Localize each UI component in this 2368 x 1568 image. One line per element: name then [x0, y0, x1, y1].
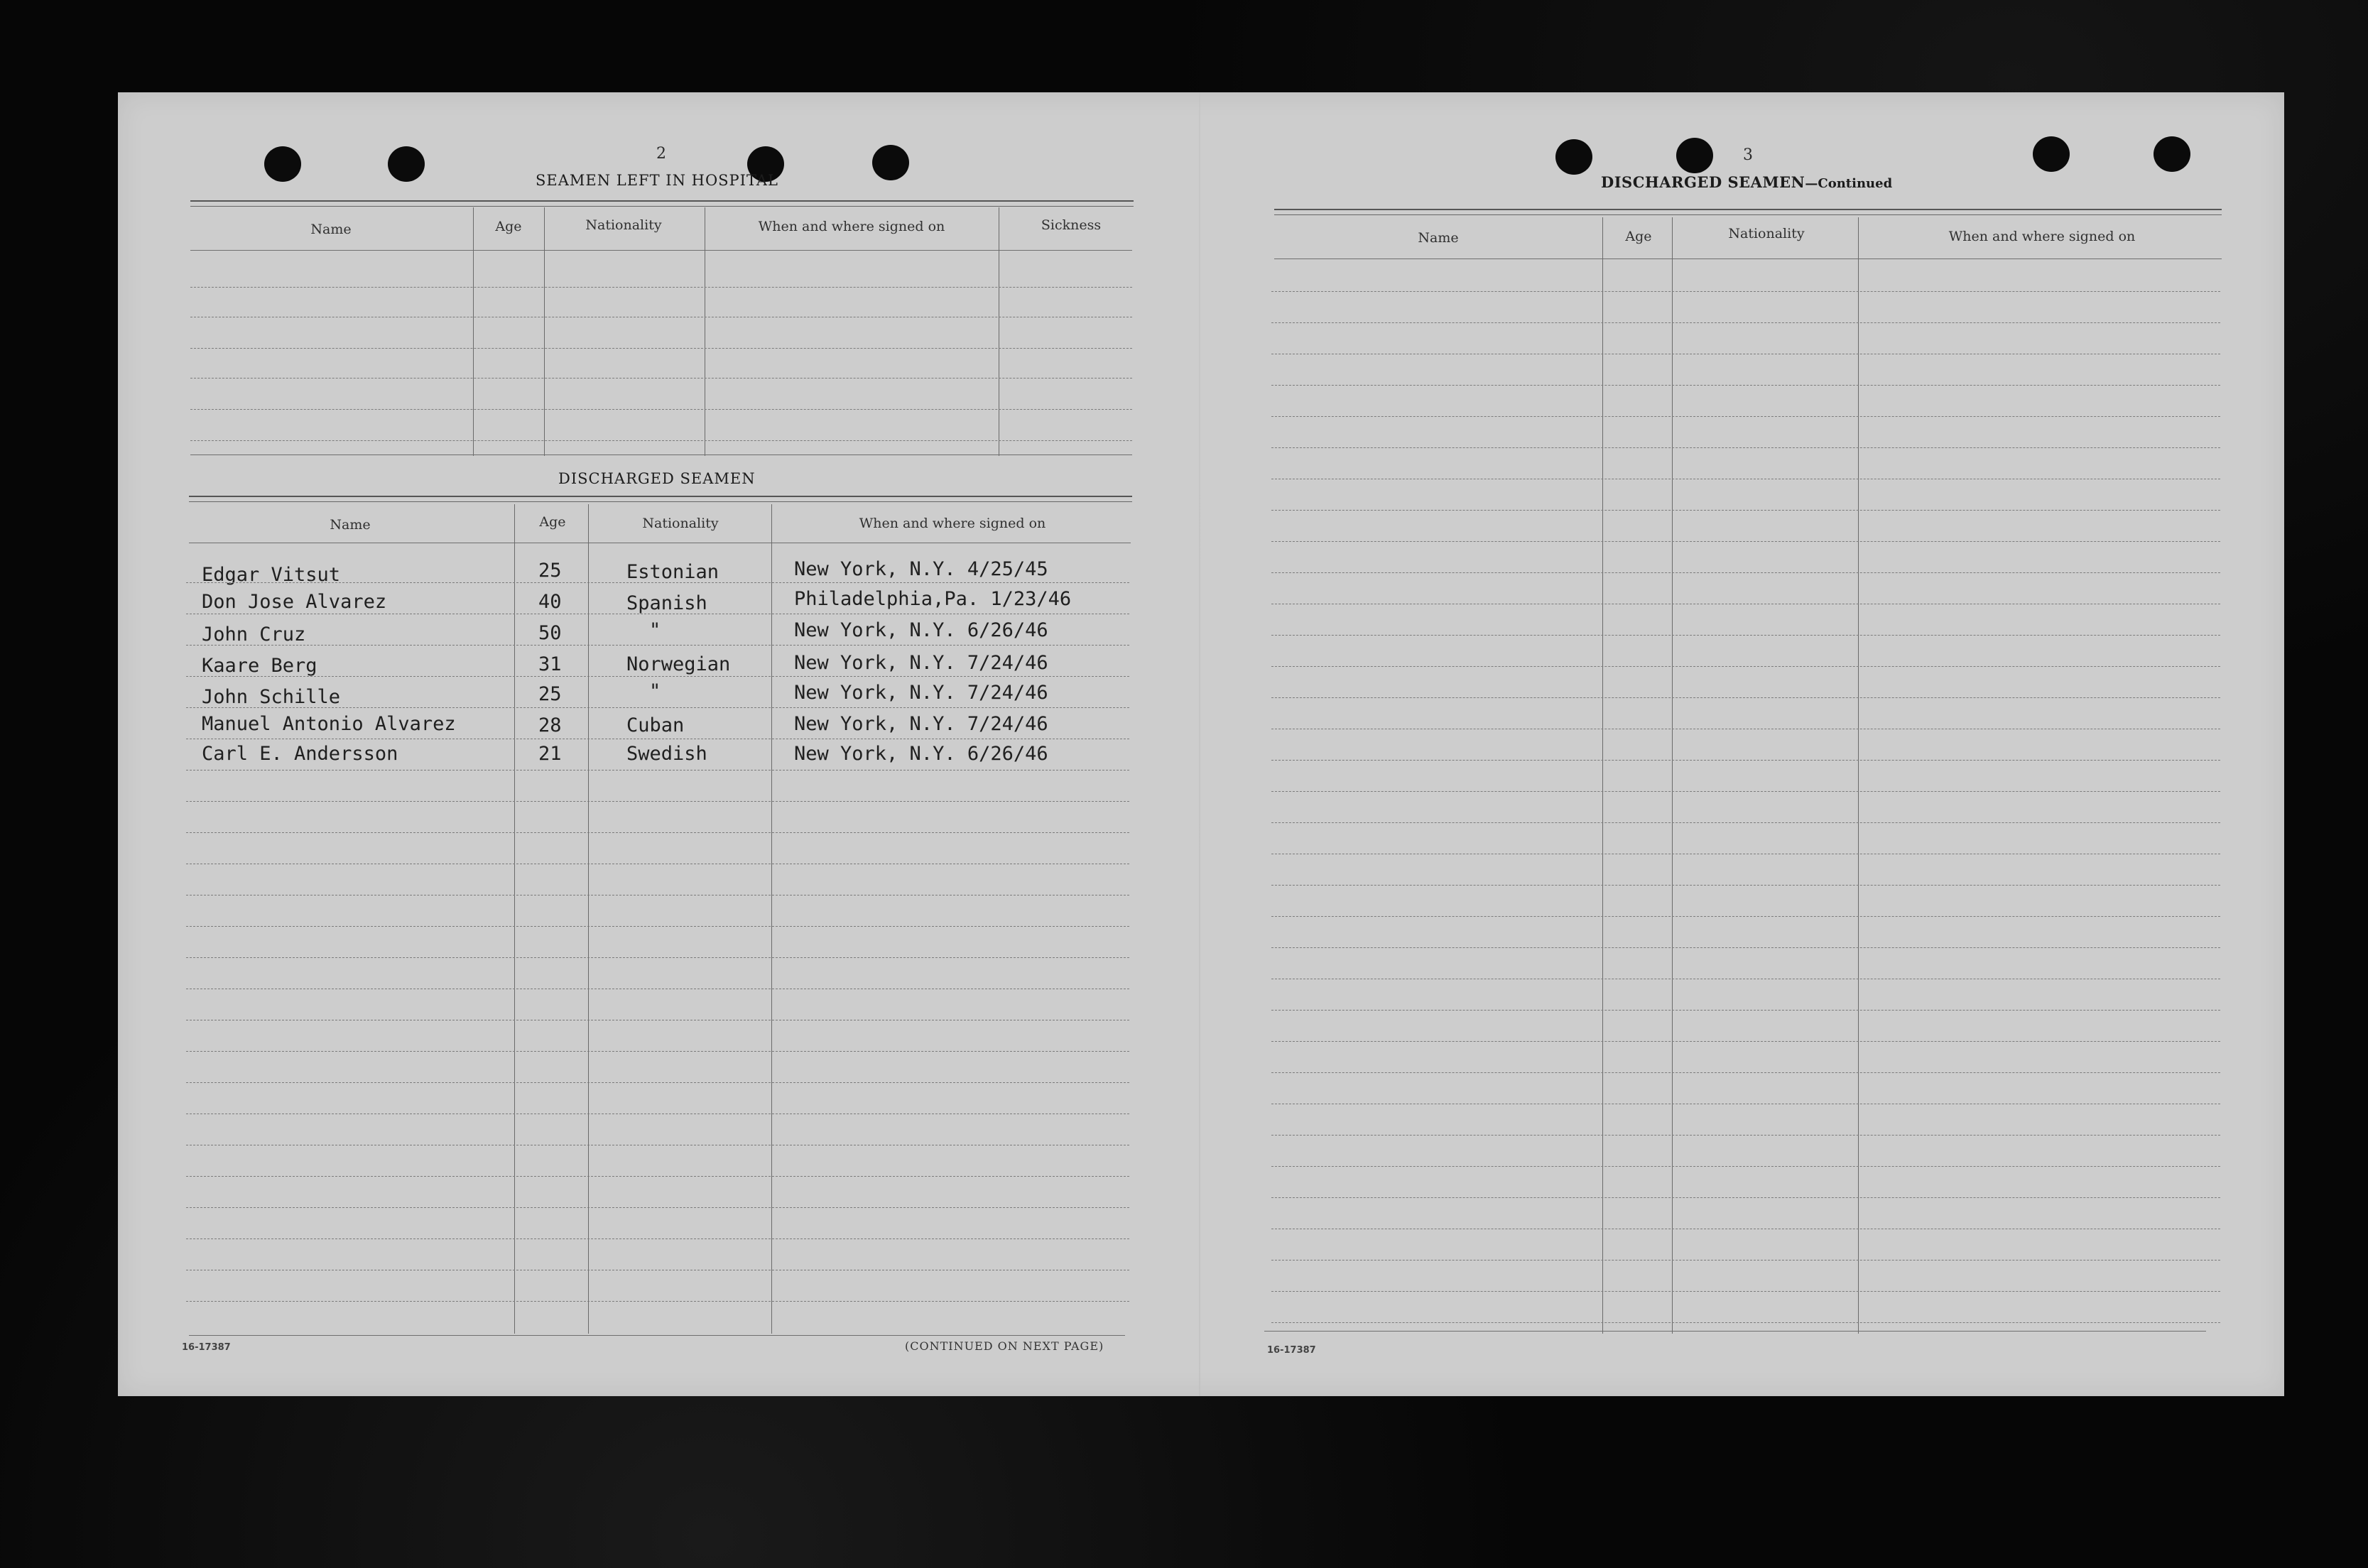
right-title-suffix: —Continued	[1805, 176, 1893, 191]
seaman-nationality: Norwegian	[626, 653, 731, 675]
seaman-name: John Schille	[202, 686, 341, 708]
discharged-row-line	[186, 1301, 1129, 1302]
discharged-row-line	[186, 707, 1129, 708]
right-row-line	[1271, 635, 2220, 636]
seaman-age: 25	[538, 560, 562, 582]
discharged-row-line	[186, 1207, 1129, 1208]
right-col-age: Age	[1625, 229, 1652, 244]
seaman-name: Edgar Vitsut	[202, 564, 341, 586]
seaman-name: Don Jose Alvarez	[202, 591, 387, 613]
form-code: 16-17387	[182, 1342, 231, 1353]
seaman-name: Carl E. Andersson	[202, 743, 398, 765]
seaman-name: Manuel Antonio Alvarez	[202, 713, 456, 735]
right-row-line	[1271, 1166, 2220, 1167]
discharged-row-line	[186, 832, 1129, 833]
discharged-row-line	[186, 801, 1129, 802]
seaman-signed-on: New York, N.Y. 4/25/45	[794, 558, 1048, 580]
right-row-line	[1271, 416, 2220, 417]
right-bottom-rule	[1264, 1331, 2206, 1332]
right-row-line	[1271, 697, 2220, 698]
punch-hole	[1676, 138, 1713, 173]
right-row-line	[1271, 666, 2220, 667]
right-row-line	[1271, 1041, 2220, 1042]
right-row-line	[1271, 916, 2220, 917]
discharged-row-line	[186, 770, 1129, 771]
seaman-age: 25	[538, 683, 562, 705]
seaman-nationality: Spanish	[626, 592, 707, 614]
hospital-row-line	[190, 348, 1132, 349]
hospital-col-nationality: Nationality	[585, 217, 662, 233]
discharged-row-line	[186, 926, 1129, 927]
seaman-signed-on: Philadelphia,Pa. 1/23/46	[794, 588, 1072, 610]
punch-hole	[2154, 136, 2190, 172]
hospital-row-line	[190, 440, 1132, 441]
discharged-col-age: Age	[539, 514, 566, 530]
hospital-row-line	[190, 287, 1132, 288]
hospital-col-age: Age	[495, 219, 522, 234]
hospital-section-title: SEAMEN LEFT IN HOSPITAL	[536, 172, 778, 189]
right-col-signed-on: When and where signed on	[1948, 229, 2136, 244]
title-rule	[190, 200, 1134, 202]
hospital-col-signed-on: When and where signed on	[758, 219, 945, 234]
seaman-signed-on: New York, N.Y. 7/24/46	[794, 652, 1048, 674]
seaman-name: Kaare Berg	[202, 655, 317, 677]
hospital-column-divider	[544, 207, 545, 456]
seaman-age: 31	[538, 653, 562, 675]
discharged-row-line	[186, 1176, 1129, 1177]
seaman-nationality: "	[649, 619, 661, 641]
seaman-age: 50	[538, 622, 562, 644]
seaman-nationality: Cuban	[626, 714, 685, 736]
seaman-age: 40	[538, 591, 562, 613]
hospital-bottom-rule	[190, 454, 1132, 455]
seaman-signed-on: New York, N.Y. 7/24/46	[794, 713, 1048, 735]
seaman-nationality: Estonian	[626, 561, 719, 583]
right-row-line	[1271, 822, 2220, 823]
punch-hole	[1555, 139, 1592, 175]
right-section-title	[1601, 173, 1892, 191]
right-row-line	[1271, 291, 2220, 292]
right-row-line	[1271, 447, 2220, 448]
hospital-col-name: Name	[310, 222, 352, 237]
right-col-nationality: Nationality	[1728, 226, 1805, 241]
right-row-line	[1271, 885, 2220, 886]
right-row-line	[1271, 791, 2220, 792]
title-rule	[189, 496, 1132, 497]
page-number: 3	[1743, 146, 1753, 164]
punch-hole	[872, 145, 909, 180]
title-rule	[1274, 209, 2222, 210]
form-code: 16-17387	[1267, 1345, 1316, 1356]
right-row-line	[1271, 947, 2220, 948]
hospital-header-rule	[190, 250, 1132, 251]
right-row-line	[1271, 760, 2220, 761]
right-row-line	[1271, 572, 2220, 573]
right-col-name: Name	[1418, 230, 1459, 246]
discharged-col-name: Name	[330, 517, 371, 533]
seaman-nationality: Swedish	[626, 743, 707, 765]
right-row-line	[1271, 1197, 2220, 1198]
continued-note: (CONTINUED ON NEXT PAGE)	[905, 1339, 1104, 1353]
punch-hole	[388, 146, 425, 182]
right-row-line	[1271, 1072, 2220, 1073]
right-row-line	[1271, 1135, 2220, 1136]
discharged-row-line	[186, 645, 1129, 646]
seaman-signed-on: New York, N.Y. 6/26/46	[794, 743, 1048, 765]
discharged-row-line	[186, 1238, 1129, 1239]
register-sheet	[118, 92, 2284, 1396]
right-row-line	[1271, 1322, 2220, 1323]
sheet-fold	[1199, 92, 1200, 1396]
discharged-row-line	[186, 1051, 1129, 1052]
right-row-line	[1271, 541, 2220, 542]
discharged-column-divider	[514, 504, 515, 1334]
right-title-text: DISCHARGED SEAMEN	[1601, 173, 1805, 191]
discharged-column-divider	[771, 504, 772, 1334]
discharged-bottom-rule	[189, 1335, 1125, 1336]
discharged-row-line	[186, 1082, 1129, 1083]
punch-hole	[264, 146, 301, 182]
hospital-column-divider	[473, 207, 474, 456]
seaman-age: 28	[538, 714, 562, 736]
right-row-line	[1271, 322, 2220, 323]
discharged-row-line	[186, 957, 1129, 958]
hospital-col-sickness: Sickness	[1041, 217, 1102, 233]
discharged-row-line	[186, 676, 1129, 677]
discharged-section-title: DISCHARGED SEAMEN	[558, 470, 756, 487]
right-row-line	[1271, 385, 2220, 386]
page-number: 2	[656, 145, 666, 163]
punch-hole	[2033, 136, 2070, 172]
seaman-signed-on: New York, N.Y. 6/26/46	[794, 619, 1048, 641]
seaman-signed-on: New York, N.Y. 7/24/46	[794, 682, 1048, 704]
discharged-col-signed-on: When and where signed on	[859, 516, 1046, 531]
hospital-row-line	[190, 378, 1132, 379]
seaman-age: 21	[538, 743, 562, 765]
right-header-rule	[1274, 258, 2222, 259]
right-row-line	[1271, 1291, 2220, 1292]
hospital-row-line	[190, 409, 1132, 410]
discharged-col-nationality: Nationality	[642, 516, 719, 531]
right-row-line	[1271, 510, 2220, 511]
discharged-column-divider	[588, 504, 589, 1334]
right-row-line	[1271, 1260, 2220, 1261]
right-row-line	[1271, 1010, 2220, 1011]
seaman-name: John Cruz	[202, 624, 306, 646]
discharged-row-line	[186, 582, 1129, 583]
seaman-nationality: "	[649, 680, 661, 702]
